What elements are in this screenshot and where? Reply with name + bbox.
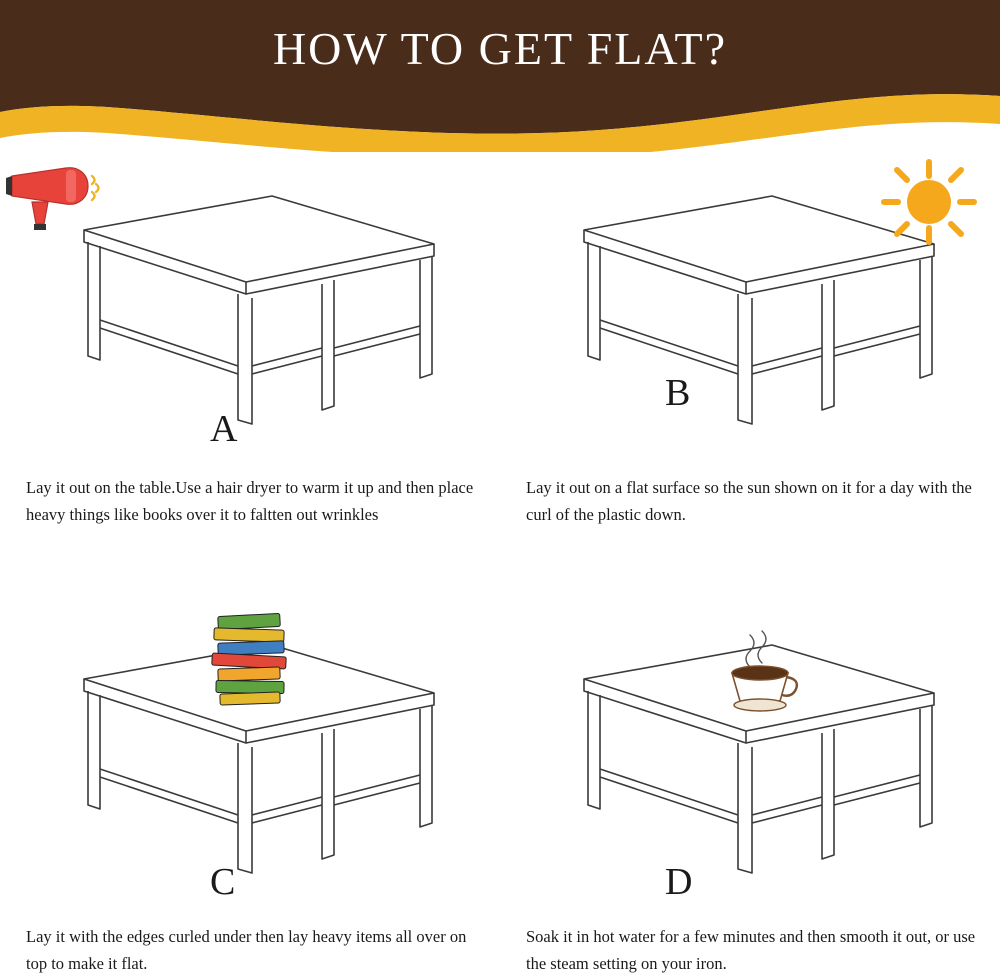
panel-letter-a: A bbox=[210, 408, 238, 450]
page-title: HOW TO GET FLAT? bbox=[272, 23, 728, 74]
instruction-panels bbox=[0, 152, 1000, 974]
stack-of-books-icon bbox=[200, 605, 310, 715]
panel-caption-b: Lay it out on a flat surface so the sun shown on it for a day with the curl of the plastic down. bbox=[526, 478, 972, 525]
hair-dryer-icon bbox=[4, 162, 114, 232]
panel-letter-c: C bbox=[210, 861, 236, 903]
panel-letter-d: D bbox=[665, 861, 693, 903]
panel-caption-a: Lay it out on the table.Use a hair dryer to warm it up and then place heavy things like books over it to faltten out wrinkles bbox=[26, 478, 474, 525]
sun-icon bbox=[874, 152, 984, 252]
coffee-cup-icon bbox=[710, 625, 810, 725]
panel-c bbox=[0, 563, 500, 974]
panel-letter-b: B bbox=[665, 372, 691, 414]
panel-caption-c: Lay it with the edges curled under then lay heavy items all over on top to make it flat. bbox=[26, 927, 467, 974]
panel-a bbox=[0, 152, 500, 563]
page-header bbox=[0, 0, 1000, 152]
panel-caption-d: Soak it in hot water for a few minutes and then smooth it out, or use the steam setting on your iron. bbox=[526, 927, 976, 974]
panel-d bbox=[500, 563, 1000, 974]
panel-b bbox=[500, 152, 1000, 563]
